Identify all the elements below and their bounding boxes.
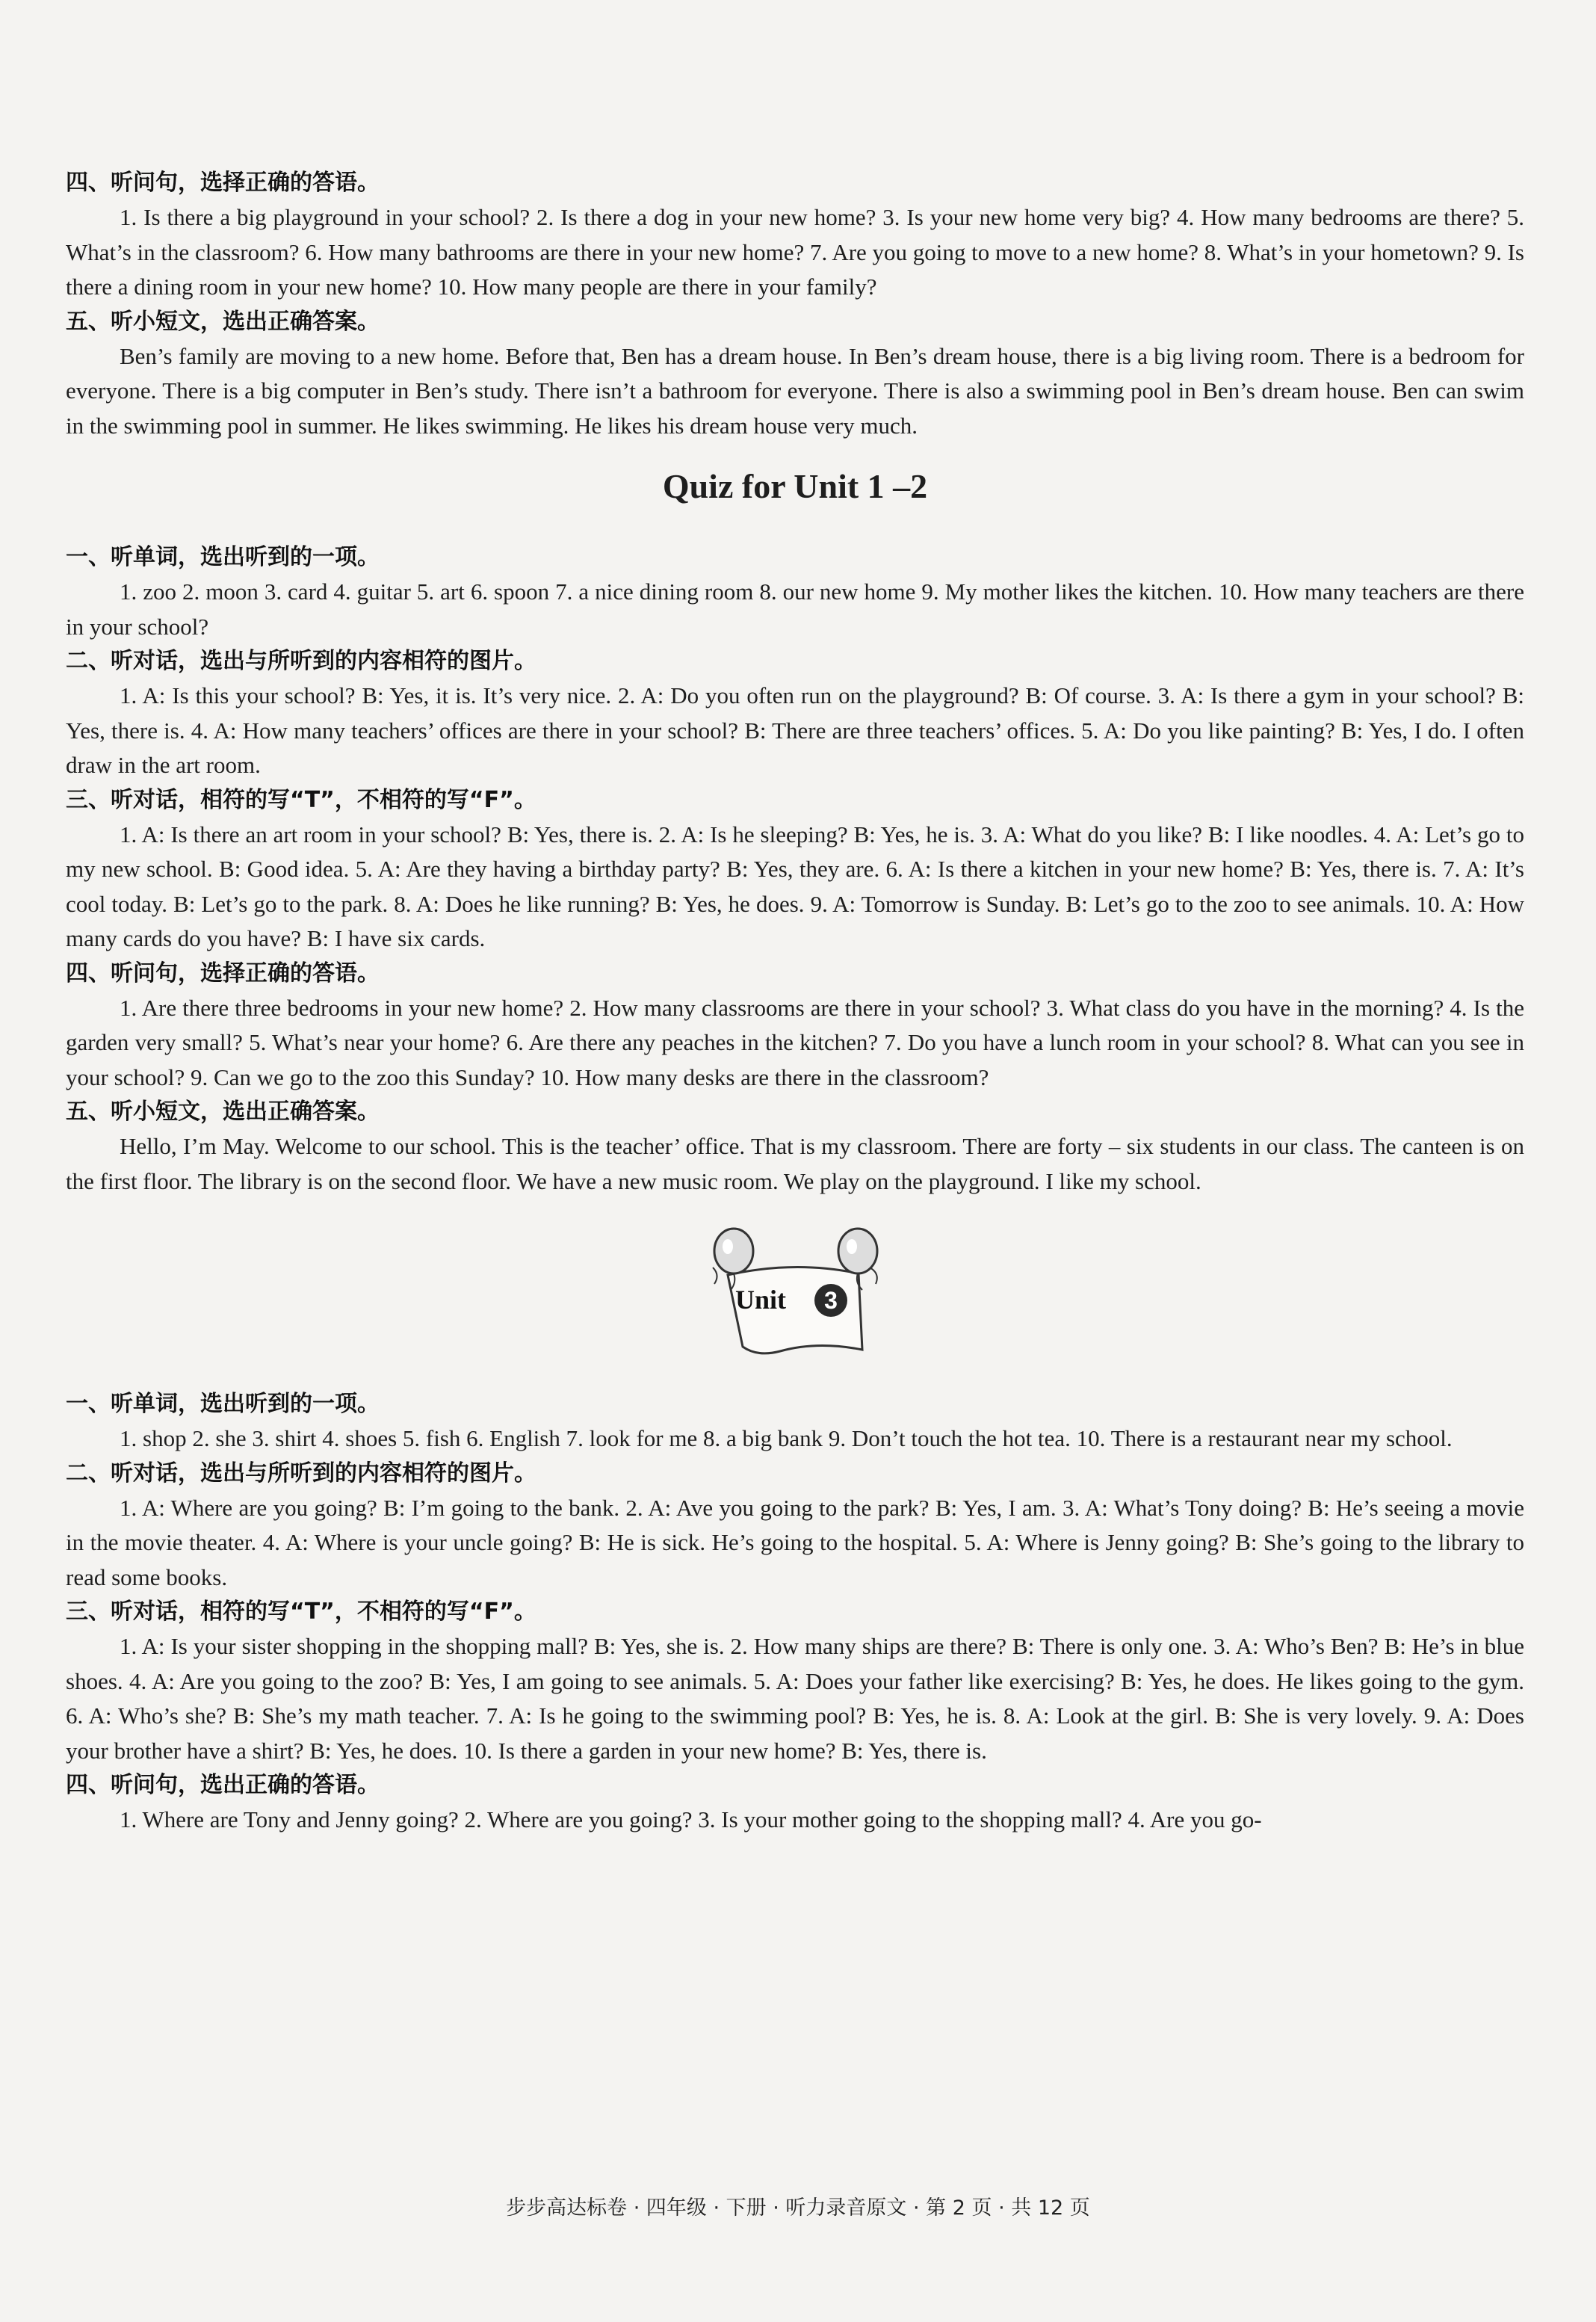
page-content	[66, 166, 1524, 1838]
transcript-paragraph: 1. Is there a big playground in your school? 2. Is there a dog in your new home? 3. Is your new home very big? 4. How many bedrooms are there? 5. What’s in the classroom? 6. How many bathrooms are there in your new home? 7. Are you going to move to a new home? 8. What’s in your hometown? 9. Is there a dining room in your new home? 10. How many people are there in your family?	[66, 204, 1524, 300]
transcript-paragraph: 1. shop 2. she 3. shirt 4. shoes 5. fish 6. English 7. look for me 8. a big bank 9. Don’t touch the hot tea. 10. There is a restaurant near my school.	[120, 1425, 1453, 1451]
section-heading: 三、听对话，相符的写“T”，不相符的写“F”。	[66, 786, 536, 813]
unit-number: 3	[814, 1284, 847, 1317]
section-heading: 三、听对话，相符的写“T”，不相符的写“F”。	[66, 1599, 536, 1625]
section-heading: 一、听单词，选出听到的一项。	[66, 544, 380, 570]
transcript-paragraph: 1. Are there three bedrooms in your new home? 2. How many classrooms are there in your school? 3. What class do you have in the morning? 4. Is the garden very small? 5. What’s near your home? 6. Are there any peaches in the kitchen? 7. Do you have a lunch room in your school? 8. What can you see in your school? 9. Can we go to the zoo this Sunday? 10. How many desks are there in the classroom?	[66, 994, 1524, 1090]
section-heading: 四、听问句，选出正确的答语。	[66, 1772, 380, 1798]
page-footer: 步步高达标卷 · 四年级 · 下册 · 听力录音原文 · 第 2 页 · 共 12 页	[506, 2196, 1090, 2220]
transcript-paragraph: Ben’s family are moving to a new home. Before that, Ben has a dream house. In Ben’s dream house, there is a big living room. There is a bedroom for everyone. There is a big computer in Ben’s study. There isn’t a bathroom for everyone. There is also a swimming pool in Ben’s dream house. Ben can swim in the swimming pool in summer. He likes swimming. He likes his dream house very much.	[66, 342, 1524, 439]
section-heading: 四、听问句，选择正确的答语。	[66, 170, 380, 196]
transcript-paragraph: 1. Where are Tony and Jenny going? 2. Where are you going? 3. Is your mother going to the shopping mall? 4. Are you go-	[120, 1806, 1262, 1832]
section-heading: 二、听对话，选出与所听到的内容相符的图片。	[66, 1460, 536, 1486]
section-heading: 五、听小短文，选出正确答案。	[66, 308, 380, 335]
transcript-paragraph: 1. A: Is there an art room in your school? B: Yes, there is. 2. A: Is he sleeping? B: Yes, he is. 3. A: What do you like? B: I like noodles. 4. A: Let’s go to my new school. B: Good idea. 5. A: Are they having a birthday party? B: Yes, they are. 6. A: Is there a kitchen in your new home? B: Yes, there is. 7. A: It’s cool today. B: Let’s go to the park. 8. A: Does he like running? B: Yes, he does. 9. A: Tomorrow is Sunday. B: Let’s go to the zoo to see animals. 10. A: How many cards do you have? B: I have six cards.	[66, 821, 1524, 951]
transcript-paragraph: 1. A: Is your sister shopping in the shopping mall? B: Yes, she is. 2. How many ships are there? B: There is only one. 3. A: Who’s Ben? B: He’s in blue shoes. 4. A: Are you going to the zoo? B: Yes, I am going to see animals. 5. A: Does your father like exercising? B: Yes, he does. He likes going to the gym. 6. A: Who’s she? B: She’s my math teacher. 7. A: Is he going to the swimming pool? B: Yes, he is. 8. A: Look at the girl. B: She is very lovely. 9. A: Does your brother have a shirt? B: Yes, he does. 10. Is there a garden in your new home? B: Yes, there is.	[66, 1633, 1524, 1764]
section-heading: 二、听对话，选出与所听到的内容相符的图片。	[66, 648, 536, 674]
transcript-paragraph: 1. A: Is this your school? B: Yes, it is. It’s very nice. 2. A: Do you often run on the playground? B: Of course. 3. A: Is there a gym in your school? B: Yes, there is. 4. A: How many teachers’ offices are there in your school? B: There are three teachers’ offices. 5. A: Do you like painting? B: Yes, I do. I often draw in the art room.	[66, 682, 1524, 778]
unit-label: Unit	[735, 1285, 787, 1315]
section-heading: 五、听小短文，选出正确答案。	[66, 1099, 380, 1125]
section-heading: 一、听单词，选出听到的一项。	[66, 1391, 380, 1417]
section-heading: 四、听问句，选择正确的答语。	[66, 960, 380, 986]
transcript-paragraph: 1. zoo 2. moon 3. card 4. guitar 5. art 6. spoon 7. a nice dining room 8. our new home 9. My mother likes the kitchen. 10. How many teachers are there in your school?	[66, 578, 1524, 640]
balloon-banner-icon	[698, 1215, 892, 1365]
quiz-title: Quiz for Unit 1 –2	[662, 467, 928, 505]
transcript-paragraph: 1. A: Where are you going? B: I’m going to the bank. 2. A: Ave you going to the park? B: Yes, I am. 3. A: What’s Tony doing? B: He’s seeing a movie in the movie theater. 4. A: Where is your uncle going? B: He is sick. He’s going to the hospital. 5. A: Where is Jenny going? B: She’s going to the library to read some books.	[66, 1494, 1524, 1590]
unit-badge	[698, 1215, 892, 1365]
transcript-paragraph: Hello, I’m May. Welcome to our school. This is the teacher’ office. That is my classroom. There are forty – six students in our class. The canteen is on the first floor. The library is on the second floor. We have a new music room. We play on the playground. I like my school.	[66, 1133, 1524, 1194]
